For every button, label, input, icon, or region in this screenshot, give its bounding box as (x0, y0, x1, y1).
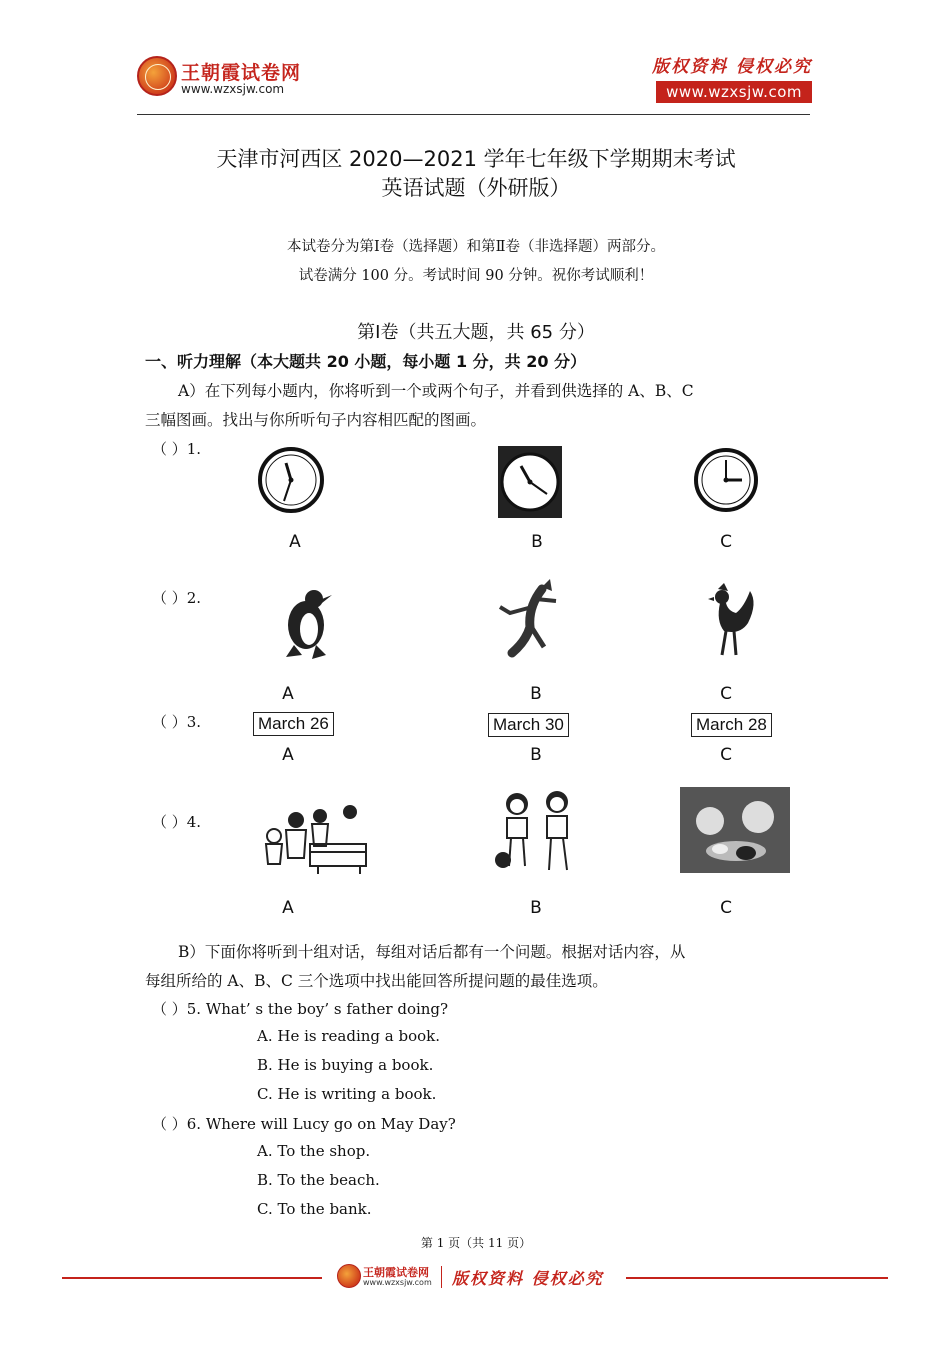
kids-basketball-image (493, 790, 581, 880)
intro-line-1: 本试卷分为第Ⅰ卷（选择题）和第Ⅱ卷（非选择题）两部分。 (286, 239, 666, 255)
option-label: B (530, 684, 542, 704)
site-url-box: www.wzxsjw.com (656, 81, 812, 103)
clock-a-image (258, 446, 324, 514)
question-4-number: （ ）4. (152, 813, 202, 831)
part-a-instruction-2: 三幅图画。找出与你所听句子内容相匹配的图画。 (145, 411, 487, 429)
date-box-c: March 28 (691, 713, 772, 737)
rooster-image (700, 583, 760, 659)
question-5-option-a: A. He is reading a book. (257, 1027, 441, 1045)
question-1-number: （ ）1. (152, 440, 202, 458)
exam-subtitle: 英语试题（外研版） (381, 176, 571, 200)
question-6-option-b: B. To the beach. (257, 1171, 380, 1189)
seal-icon (337, 1264, 361, 1288)
volume-title: 第Ⅰ卷（共五大题，共 65 分） (357, 322, 595, 343)
kids-piano-image (262, 800, 374, 876)
penguin-image (276, 583, 334, 659)
option-label: C (720, 684, 732, 704)
footer-logo-url: www.wzxsjw.com (363, 1278, 432, 1287)
footer-divider-right (626, 1277, 888, 1279)
footer-logo (337, 1264, 447, 1292)
part-b-instruction-1: B）下面你将听到十组对话，每组对话后都有一个问题。根据对话内容，从 (178, 943, 686, 961)
option-label: B (530, 898, 542, 918)
option-label: A (289, 532, 301, 552)
part-a-instruction-1: A）在下列每小题内，你将听到一个或两个句子，并看到供选择的 A、B、C (178, 382, 694, 400)
option-label: C (720, 532, 732, 552)
site-logo (137, 56, 307, 102)
question-5-option-b: B. He is buying a book. (257, 1056, 434, 1074)
question-2-number: （ ）2. (152, 589, 202, 607)
cat-image (494, 577, 562, 657)
option-label: C (720, 898, 732, 918)
option-label: A (282, 684, 294, 704)
family-dinner-image (680, 787, 790, 873)
question-6-option-c: C. To the bank. (257, 1200, 372, 1218)
question-6-stem: （ ）6. Where will Lucy go on May Day? (152, 1115, 456, 1133)
option-label: B (530, 745, 542, 765)
clock-b-image (497, 444, 563, 520)
date-box-b: March 30 (488, 713, 569, 737)
footer-divider-left (62, 1277, 322, 1279)
header-divider (137, 114, 810, 115)
question-5-option-c: C. He is writing a book. (257, 1085, 437, 1103)
logo-name: 王朝霞试卷网 (181, 62, 302, 84)
part-b-instruction-2: 每组所给的 A、B、C 三个选项中找出能回答所提问题的最佳选项。 (145, 972, 608, 990)
logo-url: www.wzxsjw.com (181, 82, 285, 96)
footer-logo-name: 王朝霞试卷网 (363, 1266, 429, 1279)
option-label: A (282, 898, 294, 918)
footer-copyright: 版权资料 侵权必究 (452, 1269, 604, 1288)
date-box-a: March 26 (253, 712, 334, 736)
question-3-number: （ ）3. (152, 713, 202, 731)
option-label: A (282, 745, 294, 765)
option-label: C (720, 745, 732, 765)
question-5-stem: （ ）5. What’ s the boy’ s father doing? (152, 1000, 449, 1018)
intro-line-2: 试卷满分 100 分。考试时间 90 分钟。祝你考试顺利！ (298, 268, 654, 284)
question-6-option-a: A. To the shop. (257, 1142, 371, 1160)
copyright-notice: 版权资料 侵权必究 (652, 57, 812, 77)
clock-c-image (694, 446, 758, 514)
seal-icon (137, 56, 177, 96)
exam-title: 天津市河西区 2020—2021 学年七年级下学期期末考试 (216, 147, 736, 171)
section-title: 一、听力理解（本大题共 20 小题，每小题 1 分，共 20 分） (145, 352, 587, 371)
page-number: 第 1 页（共 11 页） (420, 1236, 532, 1250)
option-label: B (531, 532, 543, 552)
footer-separator (441, 1266, 442, 1288)
header-right (652, 52, 812, 103)
